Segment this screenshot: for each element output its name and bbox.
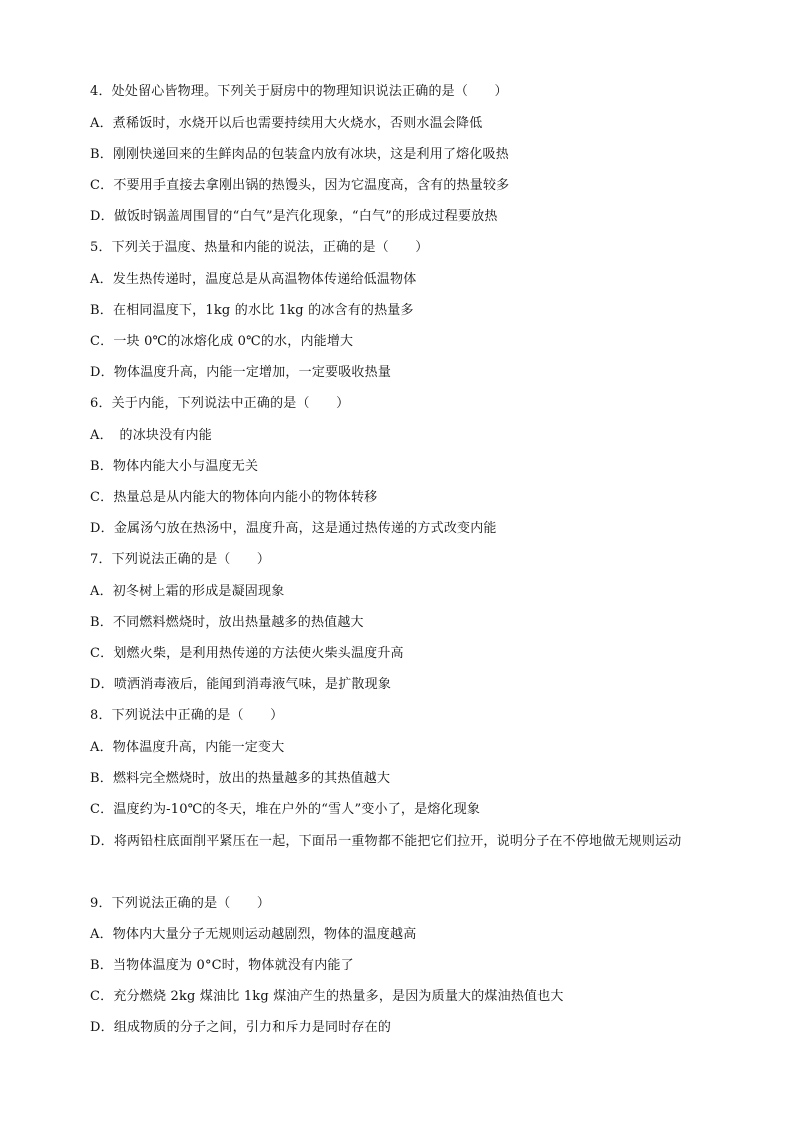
question-6-stem: 6．关于内能，下列说法中正确的是（ ） bbox=[90, 396, 350, 411]
question-4-option-d: D．做饭时锅盖周围冒的“白气”是汽化现象，“白气”的形成过程要放热 bbox=[90, 209, 498, 224]
question-9-option-c: C．充分燃烧 2kg 煤油比 1kg 煤油产生的热量多，是因为质量大的煤油热值也大 bbox=[90, 989, 564, 1004]
question-5-option-b: B．在相同温度下，1kg 的水比 1kg 的冰含有的热量多 bbox=[90, 303, 414, 318]
question-4-option-b: B．刚刚快递回来的生鲜肉品的包装盒内放有冰块，这是利用了熔化吸热 bbox=[90, 147, 509, 162]
question-7-stem: 7．下列说法正确的是（ ） bbox=[90, 552, 271, 567]
question-5-option-d: D．物体温度升高，内能一定增加，一定要吸收热量 bbox=[90, 365, 392, 380]
question-4-option-c: C．不要用手直接去拿刚出锅的热馒头，因为它温度高，含有的热量较多 bbox=[90, 178, 510, 193]
question-7-option-a: A．初冬树上霜的形成是凝固现象 bbox=[90, 584, 285, 599]
question-7-option-c: C．划燃火柴，是利用热传递的方法使火柴头温度升高 bbox=[90, 646, 404, 661]
question-5-option-c: C．一块 0℃的冰熔化成 0℃的水，内能增大 bbox=[90, 334, 354, 349]
question-9-option-a: A．物体内大量分子无规则运动越剧烈，物体的温度越高 bbox=[90, 927, 417, 942]
question-7-option-d: D．喷洒消毒液后，能闻到消毒液气味，是扩散现象 bbox=[90, 677, 392, 692]
question-9-stem: 9．下列说法正确的是（ ） bbox=[90, 896, 271, 911]
question-9-option-d: D．组成物质的分子之间，引力和斥力是同时存在的 bbox=[90, 1020, 392, 1035]
question-8-option-c: C．温度约为-10℃的冬天，堆在户外的“雪人”变小了，是熔化现象 bbox=[90, 802, 481, 817]
question-6-option-d: D．金属汤勺放在热汤中，温度升高，这是通过热传递的方式改变内能 bbox=[90, 521, 497, 536]
question-4-stem: 4．处处留心皆物理。下列关于厨房中的物理知识说法正确的是（ ） bbox=[90, 84, 508, 99]
question-6-option-b: B．物体内能大小与温度无关 bbox=[90, 459, 259, 474]
question-7-option-b: B．不同燃料燃烧时，放出热量越多的热值越大 bbox=[90, 615, 364, 630]
question-6-option-c: C．热量总是从内能大的物体向内能小的物体转移 bbox=[90, 490, 378, 505]
question-5-stem: 5．下列关于温度、热量和内能的说法，正确的是（ ） bbox=[90, 240, 429, 255]
question-5-option-a: A．发生热传递时，温度总是从高温物体传递给低温物体 bbox=[90, 272, 417, 287]
question-8-stem: 8．下列说法中正确的是（ ） bbox=[90, 708, 284, 723]
question-4-option-a: A．煮稀饭时，水烧开以后也需要持续用大火烧水，否则水温会降低 bbox=[90, 116, 483, 131]
question-9-option-b: B．当物体温度为 0°C时，物体就没有内能了 bbox=[90, 958, 354, 973]
question-8-option-d: D．将两铅柱底面削平紧压在一起，下面吊一重物都不能把它们拉开，说明分子在不停地做无规则运动 bbox=[90, 834, 682, 849]
question-8-option-b: B．燃料完全燃烧时，放出的热量越多的其热值越大 bbox=[90, 771, 391, 786]
question-6-option-a: A． 的冰块没有内能 bbox=[90, 428, 212, 443]
question-8-option-a: A．物体温度升高，内能一定变大 bbox=[90, 740, 285, 755]
